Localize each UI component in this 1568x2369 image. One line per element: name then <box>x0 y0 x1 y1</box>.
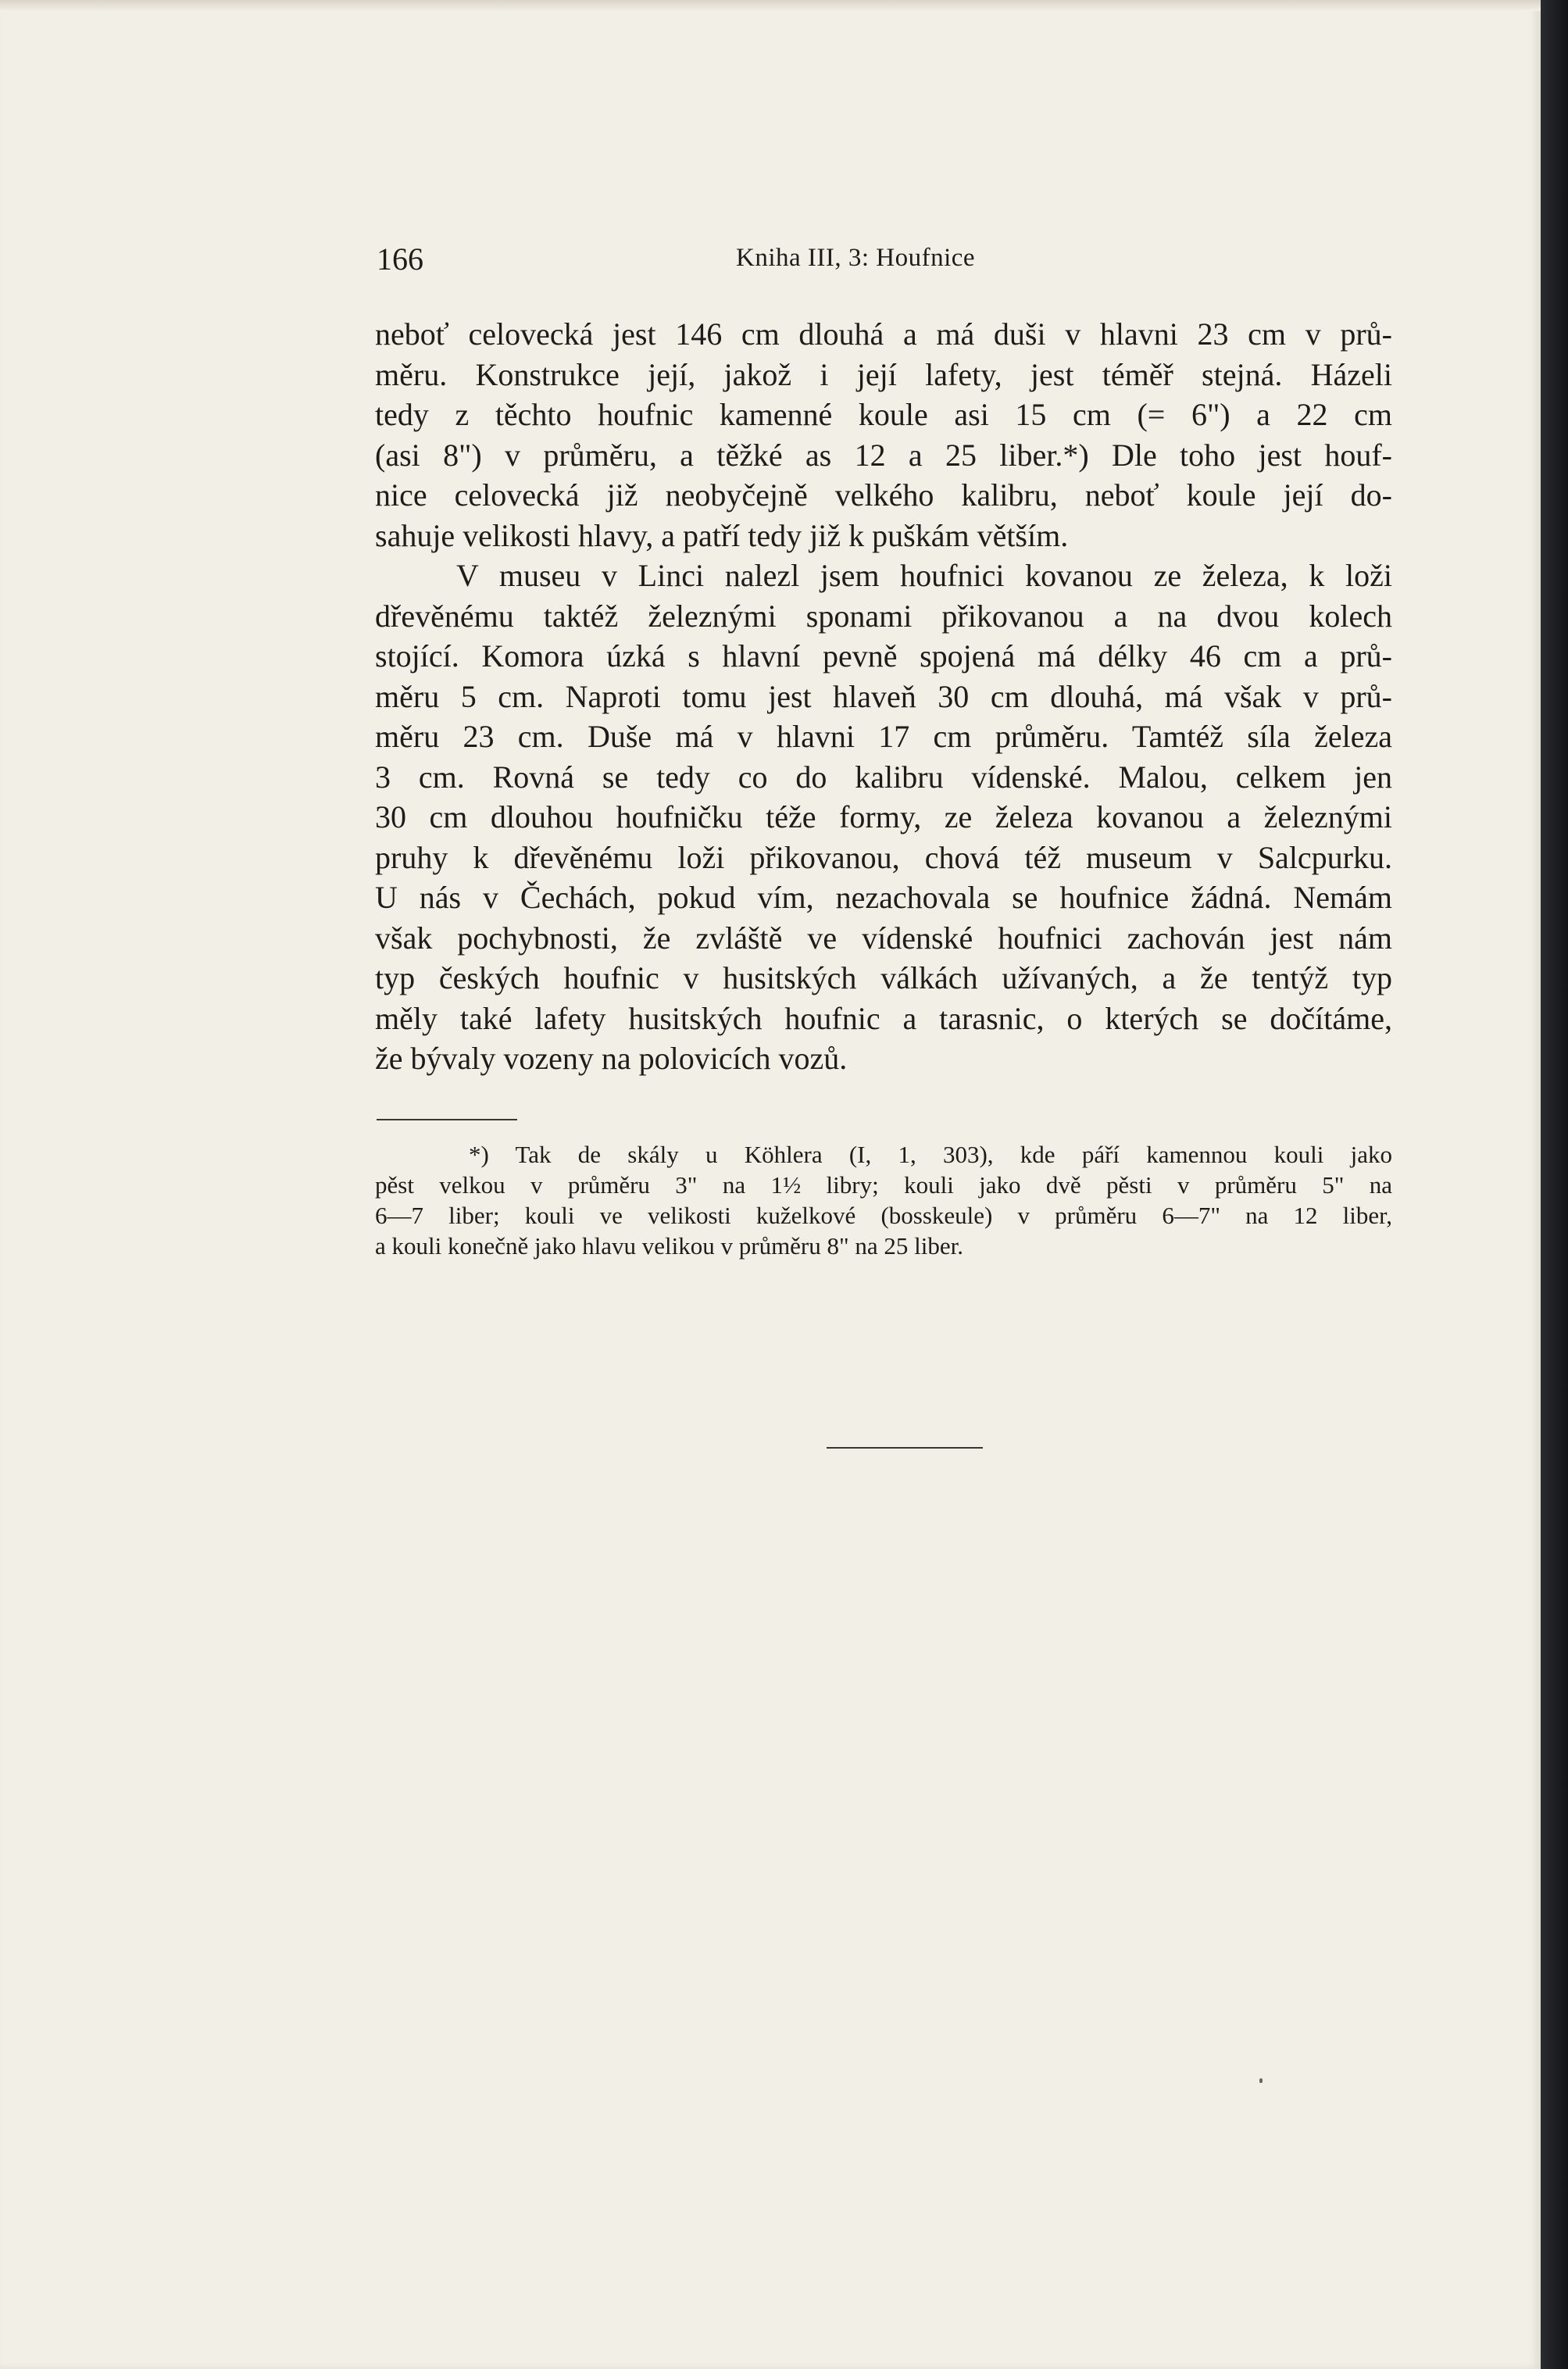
body-line: dřevěnému taktéž železnými sponami přikovanou a na dvou kolech <box>375 598 1392 634</box>
body-line: tedy z těchto houfnic kamenné koule asi 15 cm (= 6") a 22 cm <box>375 397 1392 432</box>
footnote <box>375 1139 1392 1261</box>
footnote-line: pěst velkou v průměru 3" na 1½ libry; kouli jako dvě pěsti v průměru 5" na <box>375 1171 1392 1199</box>
body-line: měly také lafety husitských houfnic a tarasnic, o kterých se dočítáme, <box>375 1000 1392 1036</box>
body-line: 3 cm. Rovná se tedy co do kalibru vídenské. Malou, celkem jen <box>375 759 1392 795</box>
body-line: 30 cm dlouhou houfničku téže formy, ze železa kovanou a železnými <box>375 799 1392 834</box>
book-spine <box>1541 0 1568 2369</box>
body-line: V museu v Linci nalezl jsem houfnici kovanou ze železa, k loži <box>456 558 1392 593</box>
running-title: Kniha III, 3: Houfnice <box>736 244 976 272</box>
body-line: typ českých houfnic v husitských válkách užívaných, a že tentýž typ <box>375 960 1392 995</box>
page-number: 166 <box>377 241 423 277</box>
footnote-line: 6—7 liber; kouli ve velikosti kuželkové (bosskeule) v průměru 6—7" na 12 liber, <box>375 1202 1392 1229</box>
footnote-line: a kouli konečně jako hlavu velikou v průměru 8" na 25 liber. <box>375 1232 964 1260</box>
body-line: pruhy k dřevěnému loži přikovanou, chová též museum v Salcpurku. <box>375 839 1392 875</box>
body-line: sahuje velikosti hlavy, a patří tedy již k puškám větším. <box>375 517 1069 553</box>
body-line: měru 23 cm. Duše má v hlavni 17 cm průměru. Tamtéž síla železa <box>375 719 1392 754</box>
body-line: neboť celovecká jest 146 cm dlouhá a má duši v hlavni 23 cm v prů- <box>375 316 1392 352</box>
body-line: však pochybnosti, že zvláště ve vídenské houfnici zachován jest nám <box>375 920 1392 956</box>
page-header <box>377 241 1392 280</box>
page-top-edge <box>0 0 1541 11</box>
body-text <box>375 314 1392 1079</box>
body-line: nice celovecká již neobyčejně velkého kalibru, neboť koule její do- <box>375 477 1392 513</box>
body-line: že bývaly vozeny na polovicích vozů. <box>375 1041 848 1076</box>
footnote-divider <box>377 1119 517 1120</box>
body-line: (asi 8") v průměru, a těžké as 12 a 25 liber.*) Dle toho jest houf- <box>375 437 1392 473</box>
section-end-rule <box>827 1447 983 1449</box>
body-line: měru. Konstrukce její, jakož i její lafety, jest téměř stejná. Házeli <box>375 356 1392 392</box>
paper-speck <box>1259 2078 1263 2083</box>
body-line: měru 5 cm. Naproti tomu jest hlaveň 30 cm dlouhá, má však v prů- <box>375 678 1392 714</box>
footnote-line: *) Tak de skály u Köhlera (I, 1, 303), kde páří kamennou kouli jako <box>469 1141 1392 1168</box>
body-line: stojící. Komora úzká s hlavní pevně spojená má délky 46 cm a prů- <box>375 638 1392 674</box>
body-line: U nás v Čechách, pokud vím, nezachovala se houfnice žádná. Nemám <box>375 880 1392 915</box>
